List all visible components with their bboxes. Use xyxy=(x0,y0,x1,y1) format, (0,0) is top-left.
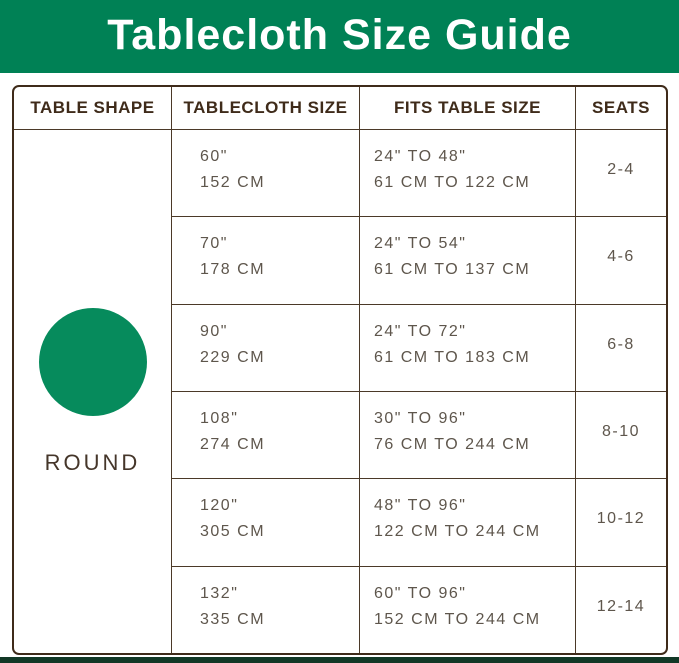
fits-inches: 24" TO 48" xyxy=(374,148,467,166)
fits-inches: 48" TO 96" xyxy=(374,497,467,515)
round-shape-icon xyxy=(39,308,147,416)
table-row-cell-seats xyxy=(575,216,666,303)
size-inches: 108" xyxy=(200,410,239,428)
tablecloth-size-table xyxy=(12,85,668,655)
size-cm: 305 CM xyxy=(200,523,266,541)
table-row-cell-size xyxy=(171,478,359,565)
size-inches: 132" xyxy=(200,584,239,602)
table-row-cell-seats xyxy=(575,478,666,565)
size-cm: 178 CM xyxy=(200,261,266,279)
seats-value: 8-10 xyxy=(601,423,641,441)
size-inches: 90" xyxy=(200,322,228,340)
column-header-seats: SEATS xyxy=(575,87,666,129)
table-row-cell-size xyxy=(171,304,359,391)
fits-inches: 60" TO 96" xyxy=(374,584,467,602)
seats-value: 12-14 xyxy=(596,597,646,615)
column-header-fits-table-size: FITS TABLE SIZE xyxy=(359,87,575,129)
table-row-cell-size xyxy=(171,391,359,478)
size-inches: 70" xyxy=(200,235,228,253)
fits-cm: 122 CM TO 244 CM xyxy=(374,523,541,541)
bottom-accent-bar xyxy=(0,657,679,663)
size-cm: 274 CM xyxy=(200,436,266,454)
fits-cm: 152 CM TO 244 CM xyxy=(374,610,541,628)
size-cm: 229 CM xyxy=(200,348,266,366)
fits-cm: 61 CM TO 183 CM xyxy=(374,348,531,366)
table-row-cell-size xyxy=(171,566,359,653)
fits-inches: 24" TO 72" xyxy=(374,322,467,340)
table-row-cell-seats xyxy=(575,391,666,478)
table-row-cell-fits xyxy=(359,391,575,478)
shape-label: ROUND xyxy=(44,449,141,475)
table-shape-cell xyxy=(14,129,171,653)
table-row-cell-size xyxy=(171,216,359,303)
size-cm: 335 CM xyxy=(200,610,266,628)
fits-cm: 76 CM TO 244 CM xyxy=(374,436,531,454)
table-row-cell-fits xyxy=(359,478,575,565)
page-title: Tablecloth Size Guide xyxy=(107,11,572,59)
seats-value: 6-8 xyxy=(607,335,635,353)
column-header-table-shape: TABLE SHAPE xyxy=(30,98,155,117)
seats-value: 10-12 xyxy=(596,510,646,528)
fits-inches: 30" TO 96" xyxy=(374,410,467,428)
fits-inches: 24" TO 54" xyxy=(374,235,467,253)
table-row-cell-seats xyxy=(575,566,666,653)
table-row-cell-seats xyxy=(575,304,666,391)
table-row-cell-size xyxy=(171,129,359,216)
fits-cm: 61 CM TO 137 CM xyxy=(374,261,531,279)
seats-value: 2-4 xyxy=(607,161,635,179)
title-banner xyxy=(0,0,679,73)
fits-cm: 61 CM TO 122 CM xyxy=(374,174,531,192)
seats-value: 4-6 xyxy=(607,248,635,266)
size-cm: 152 CM xyxy=(200,174,266,192)
size-inches: 60" xyxy=(200,148,228,166)
table-row-cell-fits xyxy=(359,129,575,216)
table-row-cell-fits xyxy=(359,566,575,653)
column-header-tablecloth-size: TABLECLOTH SIZE xyxy=(171,87,359,129)
table-row-cell-seats xyxy=(575,129,666,216)
size-inches: 120" xyxy=(200,497,239,515)
table-row-cell-fits xyxy=(359,304,575,391)
table-row-cell-fits xyxy=(359,216,575,303)
